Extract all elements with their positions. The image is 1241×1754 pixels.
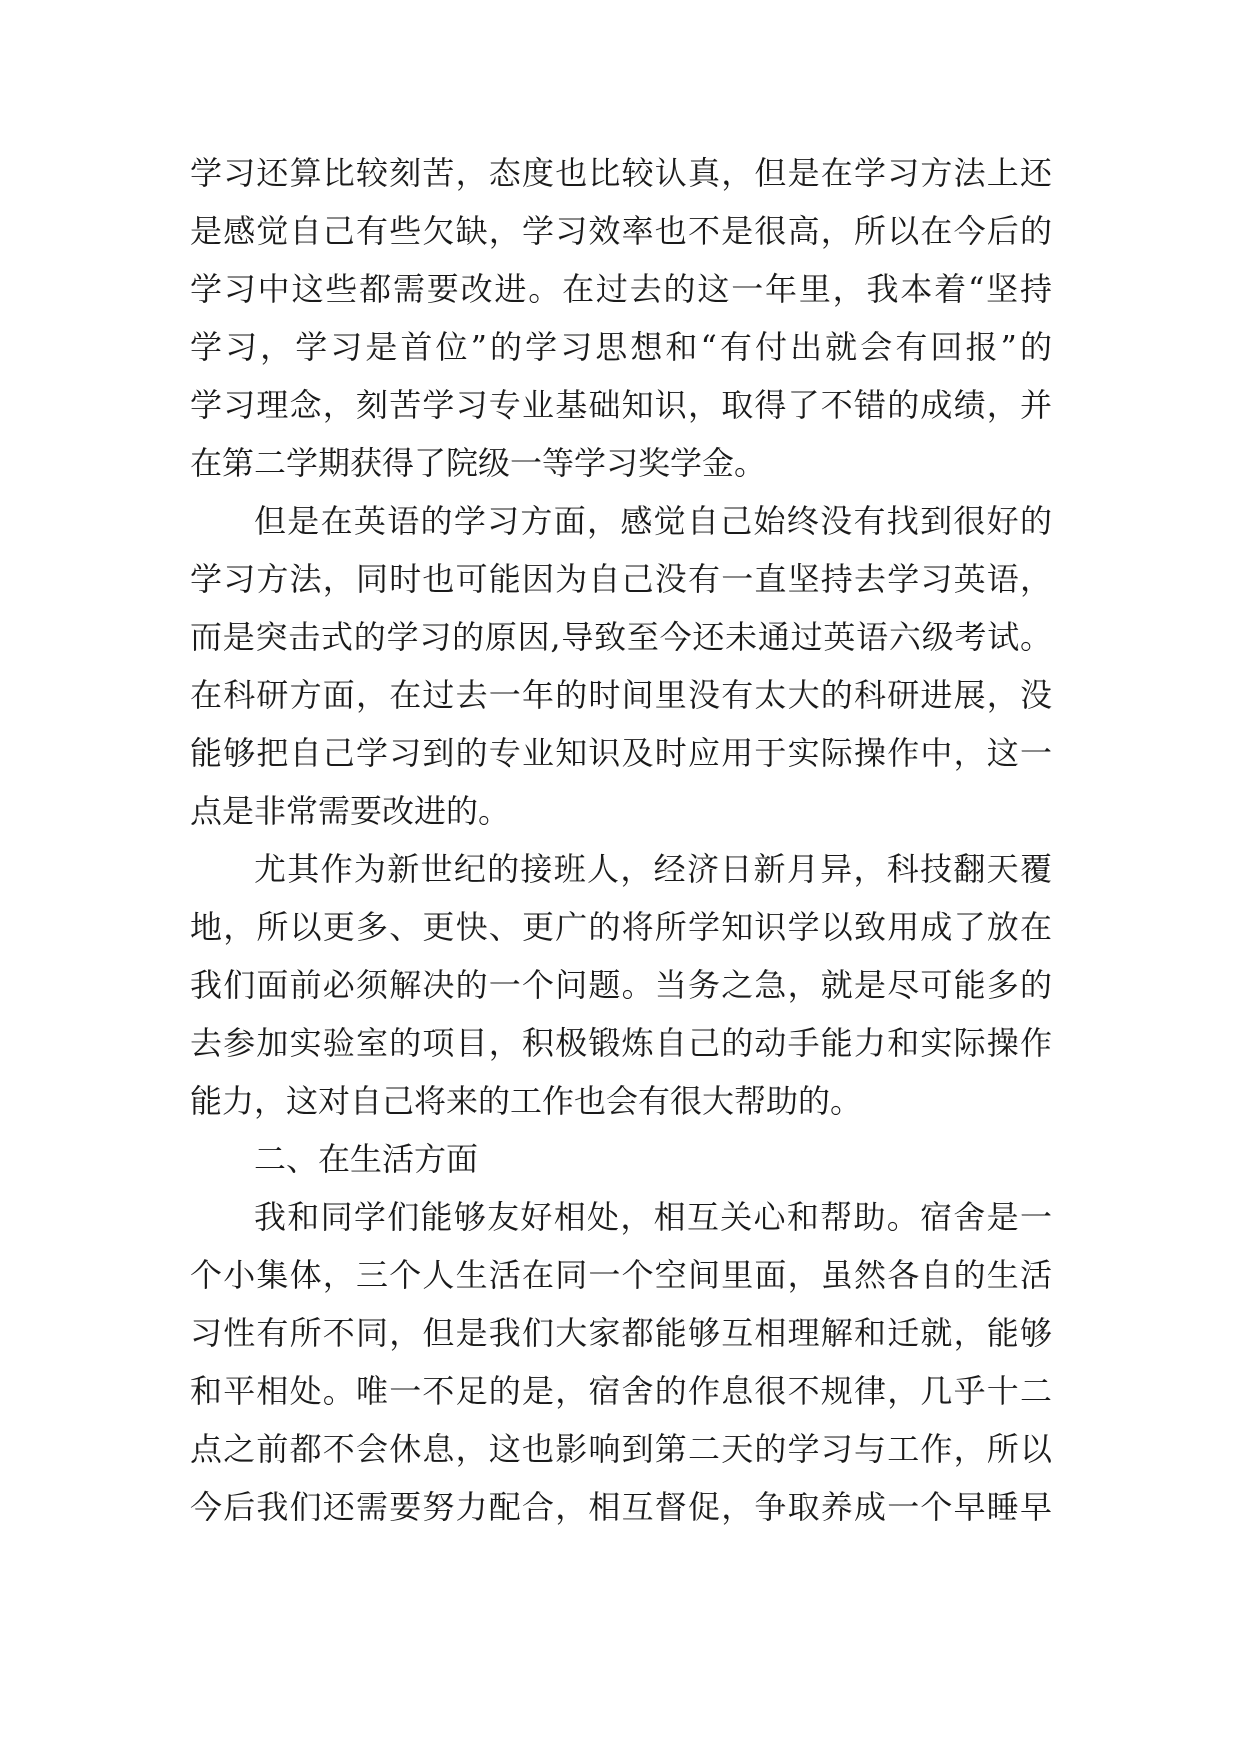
text-line: 今后我们还需要努力配合，相互督促，争取养成一个早睡早 [190,1488,1052,1526]
text-line: 学习中这些都需要改进。在过去的这一年里，我本着“坚持 [190,270,1052,308]
text-line: 去参加实验室的项目，积极锻炼自己的动手能力和实际操作 [190,1024,1052,1062]
text-line: 点是非常需要改进的。 [190,792,511,830]
text-line: 学习，学习是首位”的学习思想和“有付出就会有回报”的 [190,328,1052,366]
text-line: 地，所以更多、更快、更广的将所学知识学以致用成了放在 [190,908,1052,946]
text-line: 我们面前必须解决的一个问题。当务之急，就是尽可能多的 [190,966,1052,1004]
text-line: 在科研方面，在过去一年的时间里没有太大的科研进展，没 [190,676,1052,714]
paragraph-first-line: 尤其作为新世纪的接班人，经济日新月异，科技翻天覆 [254,850,1052,888]
text-line: 是感觉自己有些欠缺，学习效率也不是很高，所以在今后的 [190,212,1052,250]
text-line: 习性有所不同，但是我们大家都能够互相理解和迁就，能够 [190,1314,1052,1352]
paragraph-first-line: 但是在英语的学习方面，感觉自己始终没有找到很好的 [254,502,1052,540]
text-line: 点之前都不会休息，这也影响到第二天的学习与工作，所以 [190,1430,1052,1468]
paragraph-first-line: 我和同学们能够友好相处，相互关心和帮助。宿舍是一 [254,1198,1052,1236]
text-line: 个小集体，三个人生活在同一个空间里面，虽然各自的生活 [190,1256,1052,1294]
section-heading: 二、在生活方面 [254,1140,479,1178]
text-line: 能力，这对自己将来的工作也会有很大帮助的。 [190,1082,863,1120]
text-line: 能够把自己学习到的专业知识及时应用于实际操作中，这一 [190,734,1052,772]
text-line: 而是突击式的学习的原因,导致至今还未通过英语六级考试。 [190,618,1052,656]
text-line: 学习理念，刻苦学习专业基础知识，取得了不错的成绩，并 [190,386,1052,424]
text-line: 学习方法，同时也可能因为自己没有一直坚持去学习英语， [190,560,1052,598]
text-line: 和平相处。唯一不足的是，宿舍的作息很不规律，几乎十二 [190,1372,1052,1410]
text-line: 学习还算比较刻苦，态度也比较认真，但是在学习方法上还 [190,154,1052,192]
text-line: 在第二学期获得了院级一等学习奖学金。 [190,444,767,482]
